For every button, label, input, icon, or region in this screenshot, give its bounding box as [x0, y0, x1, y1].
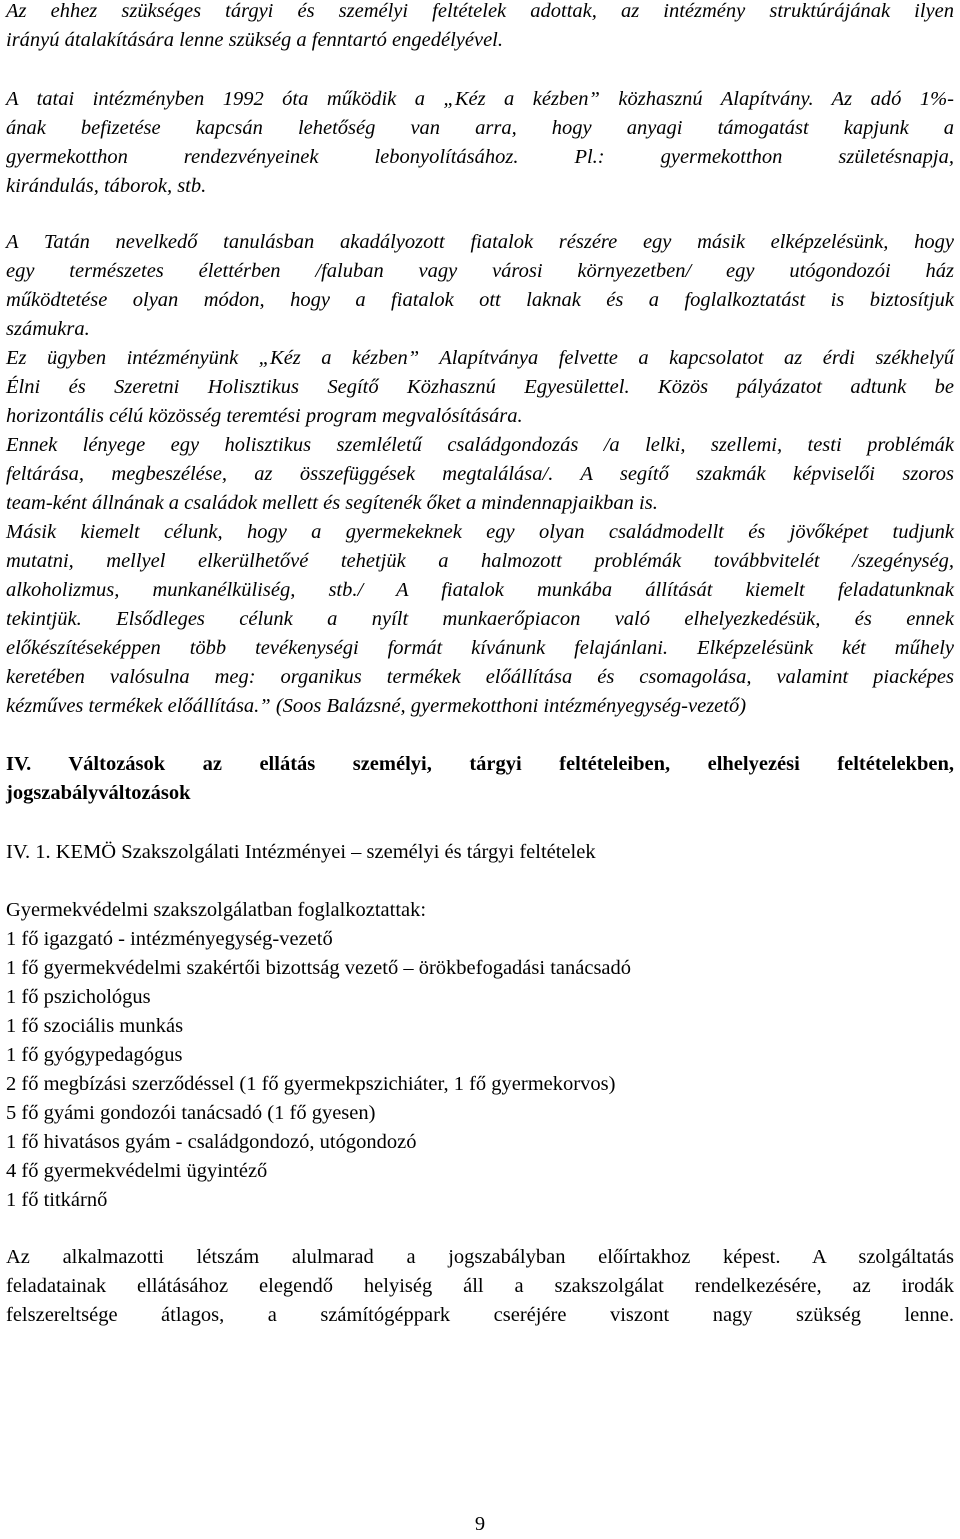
text-line: tekintjük. Elsődleges célunk a nyílt munkaerőpiacon való elhelyezkedésük, és ennek: [6, 608, 954, 630]
text-line: 1 fő gyermekvédelmi szakértői bizottság vezető – örökbefogadási tanácsadó: [6, 957, 632, 979]
text-line: 5 fő gyámi gondozói tanácsadó (1 fő gyesen): [6, 1102, 376, 1124]
text-line: Az alkalmazotti létszám alulmarad a jogszabályban előírtakhoz képest. A szolgáltatás: [6, 1246, 954, 1268]
text-line: irányú átalakítására lenne szükség a fenntartó engedélyével.: [6, 29, 504, 51]
text-line: alkoholizmus, munkanélküliség, stb./ A fiatalok munkába állítását kiemelt feladatunknak: [6, 579, 954, 601]
text-line: A Tatán nevelkedő tanulásban akadályozott fiatalok részére egy másik elképzelésünk, hogy: [6, 231, 954, 253]
text-line: 1 fő szociális munkás: [6, 1015, 184, 1037]
text-line: team-ként állnának a családok mellett és segítenék őket a mindennapjaikban is.: [6, 492, 658, 514]
text-line: Az ehhez szükséges tárgyi és személyi feltételek adottak, az intézmény struktúrájának ilyen: [6, 0, 954, 22]
text-line: felszereltsége átlagos, a számítógéppark cseréjére viszont nagy szükség lenne.: [6, 1304, 954, 1326]
text-line: Ez ügyben intézményünk „Kéz a kézben” Alapítványa felvette a kapcsolatot az érdi székhelyű: [6, 347, 954, 369]
text-line: IV. 1. KEMÖ Szakszolgálati Intézményei – személyi és tárgyi feltételek: [6, 841, 596, 863]
text-line: feltárása, megbeszélése, az összefüggések megtalálása/. A segítő szakmák képviselői szoros: [6, 463, 954, 485]
text-line: 1 fő igazgató - intézményegység-vezető: [6, 928, 333, 950]
text-line: feladatainak ellátásához elegendő helyiség áll a szakszolgálat rendelkezésére, az irodák: [6, 1275, 954, 1297]
text-line: A tatai intézményben 1992 óta működik a „Kéz a kézben” közhasznú Alapítvány. Az adó 1%-: [6, 88, 954, 110]
text-line: számukra.: [6, 318, 90, 340]
text-line: Gyermekvédelmi szakszolgálatban foglalkoztattak:: [6, 899, 427, 921]
text-line: előkészítéseképpen több tevékenységi formát kívánunk felajánlani. Elképzelésünk két műhely: [6, 637, 954, 659]
text-line: Ennek lényege egy holisztikus szemléletű családgondozás /a lelki, szellemi, testi problémák: [6, 434, 954, 456]
text-line: kirándulás, táborok, stb.: [6, 175, 207, 197]
text-line: Másik kiemelt célunk, hogy a gyermekeknek egy olyan családmodellt és jövőképet tudjunk: [6, 521, 954, 543]
text-line: 4 fő gyermekvédelmi ügyintéző: [6, 1160, 268, 1182]
section-heading-line: IV. Változások az ellátás személyi, tárgyi feltételeiben, elhelyezési feltételekben,: [6, 753, 954, 775]
text-line: ának befizetése kapcsán lehetőség van arra, hogy anyagi támogatást kapjunk a: [6, 117, 954, 139]
text-line: gyermekotthon rendezvényeinek lebonyolításához. Pl.: gyermekotthon születésnapja,: [6, 146, 954, 168]
text-line: 1 fő titkárnő: [6, 1189, 108, 1211]
text-line: működtetése olyan módon, hogy a fiatalok ott laknak és a foglalkoztatást is biztosítjuk: [6, 289, 954, 311]
text-line: 1 fő hivatásos gyám - családgondozó, utógondozó: [6, 1131, 417, 1153]
section-heading-line: jogszabályváltozások: [6, 782, 191, 804]
text-line: mutatni, mellyel elkerülhetővé tehetjük a halmozott problémák továbbvitelét /szegénység,: [6, 550, 954, 572]
text-line: kézműves termékek előállítása.” (Soos Balázsné, gyermekotthoni intézményegység-vezető): [6, 695, 747, 717]
text-line: 1 fő pszichológus: [6, 986, 151, 1008]
text-line: Élni és Szeretni Holisztikus Segítő Közhasznú Egyesülettel. Közös pályázatot adtunk be: [6, 376, 954, 398]
text-line: keretében valósulna meg: organikus termékek előállítása és csomagolása, valamint piacképes: [6, 666, 954, 688]
text-line: egy természetes élettérben /faluban vagy városi környezetben/ egy utógondozói ház: [6, 260, 954, 282]
page-number: 9: [474, 1513, 486, 1535]
text-line: horizontális célú közösség teremtési program megvalósítására.: [6, 405, 523, 427]
text-line: 2 fő megbízási szerződéssel (1 fő gyermekpszichiáter, 1 fő gyermekorvos): [6, 1073, 616, 1095]
text-line: 1 fő gyógypedagógus: [6, 1044, 183, 1066]
